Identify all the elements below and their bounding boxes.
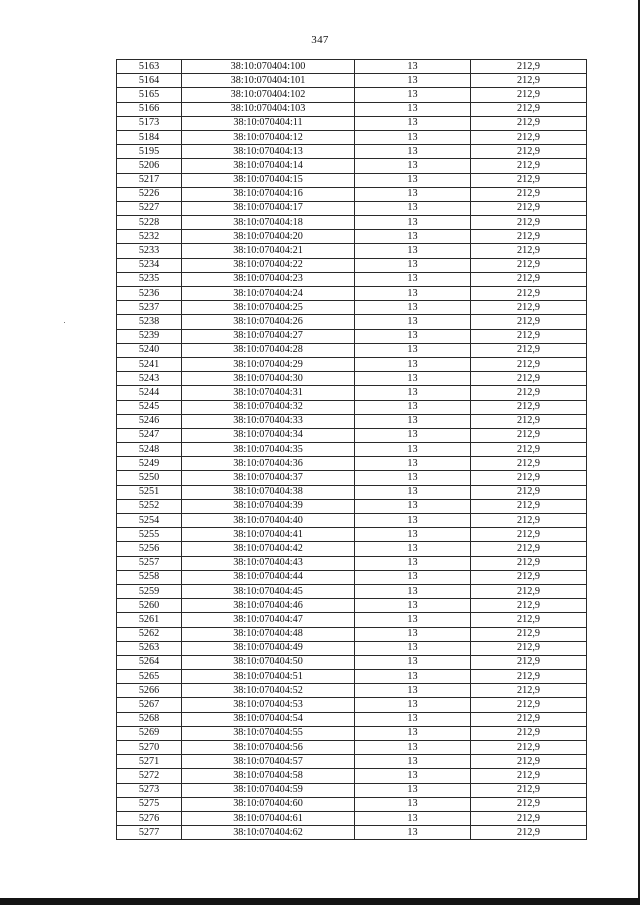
area-cell: 212,9 — [471, 783, 587, 797]
area-cell: 212,9 — [471, 216, 587, 230]
area-cell: 212,9 — [471, 457, 587, 471]
table-row — [117, 357, 587, 371]
quantity-cell: 13 — [355, 514, 471, 528]
table-row — [117, 60, 587, 74]
table-row — [117, 811, 587, 825]
table-row — [117, 599, 587, 613]
quantity-cell: 13 — [355, 712, 471, 726]
cadastral-number-cell: 38:10:070404:60 — [182, 797, 355, 811]
cadastral-number-cell: 38:10:070404:59 — [182, 783, 355, 797]
row-number-cell: 5240 — [117, 343, 182, 357]
cadastral-number-cell: 38:10:070404:101 — [182, 74, 355, 88]
quantity-cell: 13 — [355, 797, 471, 811]
row-number-cell: 5206 — [117, 159, 182, 173]
cadastral-number-cell: 38:10:070404:30 — [182, 372, 355, 386]
cadastral-number-cell: 38:10:070404:20 — [182, 230, 355, 244]
table-row — [117, 428, 587, 442]
cadastral-number-cell: 38:10:070404:46 — [182, 599, 355, 613]
quantity-cell: 13 — [355, 584, 471, 598]
area-cell: 212,9 — [471, 670, 587, 684]
quantity-cell: 13 — [355, 130, 471, 144]
cadastral-number-cell: 38:10:070404:45 — [182, 584, 355, 598]
quantity-cell: 13 — [355, 386, 471, 400]
cadastral-number-cell: 38:10:070404:48 — [182, 627, 355, 641]
cadastral-number-cell: 38:10:070404:40 — [182, 514, 355, 528]
row-number-cell: 5277 — [117, 826, 182, 840]
table-row — [117, 443, 587, 457]
table-row — [117, 769, 587, 783]
table-row — [117, 712, 587, 726]
table-row — [117, 88, 587, 102]
quantity-cell: 13 — [355, 230, 471, 244]
quantity-cell: 13 — [355, 457, 471, 471]
area-cell: 212,9 — [471, 599, 587, 613]
cadastral-number-cell: 38:10:070404:15 — [182, 173, 355, 187]
area-cell: 212,9 — [471, 741, 587, 755]
area-cell: 212,9 — [471, 301, 587, 315]
cadastral-number-cell: 38:10:070404:21 — [182, 244, 355, 258]
row-number-cell: 5261 — [117, 613, 182, 627]
row-number-cell: 5227 — [117, 201, 182, 215]
cadastral-number-cell: 38:10:070404:37 — [182, 471, 355, 485]
area-cell: 212,9 — [471, 400, 587, 414]
table-row — [117, 173, 587, 187]
table-row — [117, 684, 587, 698]
table-row — [117, 457, 587, 471]
area-cell: 212,9 — [471, 514, 587, 528]
quantity-cell: 13 — [355, 485, 471, 499]
row-number-cell: 5247 — [117, 428, 182, 442]
quantity-cell: 13 — [355, 60, 471, 74]
quantity-cell: 13 — [355, 599, 471, 613]
quantity-cell: 13 — [355, 443, 471, 457]
cadastral-number-cell: 38:10:070404:38 — [182, 485, 355, 499]
quantity-cell: 13 — [355, 329, 471, 343]
quantity-cell: 13 — [355, 414, 471, 428]
area-cell: 212,9 — [471, 102, 587, 116]
table-row — [117, 386, 587, 400]
table-row — [117, 556, 587, 570]
table-row — [117, 315, 587, 329]
quantity-cell: 13 — [355, 357, 471, 371]
row-number-cell: 5165 — [117, 88, 182, 102]
area-cell: 212,9 — [471, 712, 587, 726]
row-number-cell: 5239 — [117, 329, 182, 343]
area-cell: 212,9 — [471, 698, 587, 712]
area-cell: 212,9 — [471, 499, 587, 513]
row-number-cell: 5269 — [117, 726, 182, 740]
area-cell: 212,9 — [471, 60, 587, 74]
row-number-cell: 5233 — [117, 244, 182, 258]
row-number-cell: 5258 — [117, 570, 182, 584]
table-row — [117, 258, 587, 272]
quantity-cell: 13 — [355, 88, 471, 102]
cadastral-number-cell: 38:10:070404:24 — [182, 287, 355, 301]
quantity-cell: 13 — [355, 315, 471, 329]
area-cell: 212,9 — [471, 315, 587, 329]
row-number-cell: 5276 — [117, 811, 182, 825]
row-number-cell: 5254 — [117, 514, 182, 528]
table-row — [117, 627, 587, 641]
cadastral-number-cell: 38:10:070404:29 — [182, 357, 355, 371]
cadastral-number-cell: 38:10:070404:12 — [182, 130, 355, 144]
row-number-cell: 5184 — [117, 130, 182, 144]
area-cell: 212,9 — [471, 627, 587, 641]
table-row — [117, 287, 587, 301]
cadastral-number-cell: 38:10:070404:26 — [182, 315, 355, 329]
table-row — [117, 201, 587, 215]
cadastral-number-cell: 38:10:070404:35 — [182, 443, 355, 457]
quantity-cell: 13 — [355, 570, 471, 584]
area-cell: 212,9 — [471, 287, 587, 301]
row-number-cell: 5243 — [117, 372, 182, 386]
row-number-cell: 5217 — [117, 173, 182, 187]
area-cell: 212,9 — [471, 329, 587, 343]
cadastral-number-cell: 38:10:070404:51 — [182, 670, 355, 684]
row-number-cell: 5195 — [117, 145, 182, 159]
area-cell: 212,9 — [471, 726, 587, 740]
row-number-cell: 5245 — [117, 400, 182, 414]
area-cell: 212,9 — [471, 655, 587, 669]
table-row — [117, 499, 587, 513]
area-cell: 212,9 — [471, 684, 587, 698]
cadastral-number-cell: 38:10:070404:23 — [182, 272, 355, 286]
table-row — [117, 74, 587, 88]
row-number-cell: 5226 — [117, 187, 182, 201]
area-cell: 212,9 — [471, 159, 587, 173]
row-number-cell: 5271 — [117, 755, 182, 769]
row-number-cell: 5268 — [117, 712, 182, 726]
quantity-cell: 13 — [355, 655, 471, 669]
table-row — [117, 230, 587, 244]
area-cell: 212,9 — [471, 485, 587, 499]
quantity-cell: 13 — [355, 187, 471, 201]
area-cell: 212,9 — [471, 145, 587, 159]
row-number-cell: 5238 — [117, 315, 182, 329]
table-row — [117, 485, 587, 499]
cadastral-number-cell: 38:10:070404:103 — [182, 102, 355, 116]
row-number-cell: 5275 — [117, 797, 182, 811]
quantity-cell: 13 — [355, 726, 471, 740]
row-number-cell: 5248 — [117, 443, 182, 457]
row-number-cell: 5255 — [117, 528, 182, 542]
scan-speck — [64, 322, 65, 323]
quantity-cell: 13 — [355, 74, 471, 88]
table-row — [117, 613, 587, 627]
row-number-cell: 5257 — [117, 556, 182, 570]
area-cell: 212,9 — [471, 542, 587, 556]
cadastral-number-cell: 38:10:070404:34 — [182, 428, 355, 442]
cadastral-number-cell: 38:10:070404:36 — [182, 457, 355, 471]
row-number-cell: 5237 — [117, 301, 182, 315]
quantity-cell: 13 — [355, 159, 471, 173]
area-cell: 212,9 — [471, 826, 587, 840]
page-number: 347 — [311, 34, 329, 46]
table-row — [117, 414, 587, 428]
table-row — [117, 528, 587, 542]
row-number-cell: 5232 — [117, 230, 182, 244]
row-number-cell: 5249 — [117, 457, 182, 471]
cadastral-number-cell: 38:10:070404:28 — [182, 343, 355, 357]
cadastral-number-cell: 38:10:070404:54 — [182, 712, 355, 726]
table-row — [117, 329, 587, 343]
table-row — [117, 343, 587, 357]
row-number-cell: 5163 — [117, 60, 182, 74]
quantity-cell: 13 — [355, 741, 471, 755]
row-number-cell: 5264 — [117, 655, 182, 669]
cadastral-number-cell: 38:10:070404:47 — [182, 613, 355, 627]
cadastral-number-cell: 38:10:070404:62 — [182, 826, 355, 840]
row-number-cell: 5252 — [117, 499, 182, 513]
area-cell: 212,9 — [471, 386, 587, 400]
table-row — [117, 400, 587, 414]
row-number-cell: 5235 — [117, 272, 182, 286]
area-cell: 212,9 — [471, 528, 587, 542]
cadastral-number-cell: 38:10:070404:52 — [182, 684, 355, 698]
area-cell: 212,9 — [471, 258, 587, 272]
row-number-cell: 5244 — [117, 386, 182, 400]
table-row — [117, 244, 587, 258]
row-number-cell: 5251 — [117, 485, 182, 499]
table-row — [117, 726, 587, 740]
table-row — [117, 826, 587, 840]
table-row — [117, 187, 587, 201]
cadastral-number-cell: 38:10:070404:14 — [182, 159, 355, 173]
row-number-cell: 5259 — [117, 584, 182, 598]
quantity-cell: 13 — [355, 216, 471, 230]
table-row — [117, 655, 587, 669]
row-number-cell: 5164 — [117, 74, 182, 88]
quantity-cell: 13 — [355, 400, 471, 414]
table-row — [117, 301, 587, 315]
quantity-cell: 13 — [355, 613, 471, 627]
quantity-cell: 13 — [355, 272, 471, 286]
quantity-cell: 13 — [355, 201, 471, 215]
row-number-cell: 5273 — [117, 783, 182, 797]
quantity-cell: 13 — [355, 556, 471, 570]
table-row — [117, 372, 587, 386]
quantity-cell: 13 — [355, 670, 471, 684]
cadastral-number-cell: 38:10:070404:44 — [182, 570, 355, 584]
table-row — [117, 130, 587, 144]
area-cell: 212,9 — [471, 641, 587, 655]
cadastral-number-cell: 38:10:070404:100 — [182, 60, 355, 74]
area-cell: 212,9 — [471, 428, 587, 442]
table-row — [117, 102, 587, 116]
quantity-cell: 13 — [355, 343, 471, 357]
area-cell: 212,9 — [471, 584, 587, 598]
area-cell: 212,9 — [471, 556, 587, 570]
row-number-cell: 5250 — [117, 471, 182, 485]
cadastral-number-cell: 38:10:070404:22 — [182, 258, 355, 272]
area-cell: 212,9 — [471, 88, 587, 102]
quantity-cell: 13 — [355, 471, 471, 485]
cadastral-number-cell: 38:10:070404:33 — [182, 414, 355, 428]
row-number-cell: 5266 — [117, 684, 182, 698]
cadastral-number-cell: 38:10:070404:41 — [182, 528, 355, 542]
quantity-cell: 13 — [355, 428, 471, 442]
quantity-cell: 13 — [355, 698, 471, 712]
row-number-cell: 5236 — [117, 287, 182, 301]
row-number-cell: 5260 — [117, 599, 182, 613]
cadastral-number-cell: 38:10:070404:27 — [182, 329, 355, 343]
row-number-cell: 5267 — [117, 698, 182, 712]
cadastral-number-cell: 38:10:070404:43 — [182, 556, 355, 570]
registry-table — [116, 59, 587, 840]
area-cell: 212,9 — [471, 230, 587, 244]
cadastral-number-cell: 38:10:070404:39 — [182, 499, 355, 513]
area-cell: 212,9 — [471, 613, 587, 627]
cadastral-number-cell: 38:10:070404:50 — [182, 655, 355, 669]
table-row — [117, 471, 587, 485]
cadastral-number-cell: 38:10:070404:16 — [182, 187, 355, 201]
registry-table-body — [117, 60, 587, 840]
table-row — [117, 783, 587, 797]
cadastral-number-cell: 38:10:070404:61 — [182, 811, 355, 825]
quantity-cell: 13 — [355, 528, 471, 542]
table-row — [117, 116, 587, 130]
area-cell: 212,9 — [471, 343, 587, 357]
area-cell: 212,9 — [471, 414, 587, 428]
area-cell: 212,9 — [471, 74, 587, 88]
area-cell: 212,9 — [471, 755, 587, 769]
quantity-cell: 13 — [355, 811, 471, 825]
table-row — [117, 145, 587, 159]
area-cell: 212,9 — [471, 769, 587, 783]
quantity-cell: 13 — [355, 755, 471, 769]
quantity-cell: 13 — [355, 684, 471, 698]
table-row — [117, 797, 587, 811]
cadastral-number-cell: 38:10:070404:13 — [182, 145, 355, 159]
cadastral-number-cell: 38:10:070404:58 — [182, 769, 355, 783]
area-cell: 212,9 — [471, 130, 587, 144]
quantity-cell: 13 — [355, 258, 471, 272]
table-row — [117, 159, 587, 173]
table-row — [117, 670, 587, 684]
row-number-cell: 5173 — [117, 116, 182, 130]
area-cell: 212,9 — [471, 570, 587, 584]
quantity-cell: 13 — [355, 244, 471, 258]
quantity-cell: 13 — [355, 372, 471, 386]
quantity-cell: 13 — [355, 769, 471, 783]
quantity-cell: 13 — [355, 287, 471, 301]
cadastral-number-cell: 38:10:070404:25 — [182, 301, 355, 315]
area-cell: 212,9 — [471, 811, 587, 825]
quantity-cell: 13 — [355, 499, 471, 513]
area-cell: 212,9 — [471, 201, 587, 215]
area-cell: 212,9 — [471, 443, 587, 457]
quantity-cell: 13 — [355, 783, 471, 797]
cadastral-number-cell: 38:10:070404:55 — [182, 726, 355, 740]
cadastral-number-cell: 38:10:070404:31 — [182, 386, 355, 400]
area-cell: 212,9 — [471, 372, 587, 386]
cadastral-number-cell: 38:10:070404:102 — [182, 88, 355, 102]
row-number-cell: 5246 — [117, 414, 182, 428]
row-number-cell: 5265 — [117, 670, 182, 684]
row-number-cell: 5228 — [117, 216, 182, 230]
row-number-cell: 5262 — [117, 627, 182, 641]
area-cell: 212,9 — [471, 244, 587, 258]
quantity-cell: 13 — [355, 173, 471, 187]
cadastral-number-cell: 38:10:070404:32 — [182, 400, 355, 414]
row-number-cell: 5241 — [117, 357, 182, 371]
cadastral-number-cell: 38:10:070404:53 — [182, 698, 355, 712]
area-cell: 212,9 — [471, 471, 587, 485]
cadastral-number-cell: 38:10:070404:56 — [182, 741, 355, 755]
quantity-cell: 13 — [355, 826, 471, 840]
cadastral-number-cell: 38:10:070404:18 — [182, 216, 355, 230]
row-number-cell: 5166 — [117, 102, 182, 116]
quantity-cell: 13 — [355, 542, 471, 556]
area-cell: 212,9 — [471, 357, 587, 371]
quantity-cell: 13 — [355, 641, 471, 655]
table-row — [117, 741, 587, 755]
scan-edge-bottom — [0, 898, 640, 905]
cadastral-number-cell: 38:10:070404:49 — [182, 641, 355, 655]
table-row — [117, 755, 587, 769]
table-row — [117, 542, 587, 556]
row-number-cell: 5234 — [117, 258, 182, 272]
quantity-cell: 13 — [355, 627, 471, 641]
cadastral-number-cell: 38:10:070404:42 — [182, 542, 355, 556]
row-number-cell: 5272 — [117, 769, 182, 783]
quantity-cell: 13 — [355, 145, 471, 159]
cadastral-number-cell: 38:10:070404:11 — [182, 116, 355, 130]
table-row — [117, 216, 587, 230]
quantity-cell: 13 — [355, 301, 471, 315]
area-cell: 212,9 — [471, 797, 587, 811]
table-row — [117, 584, 587, 598]
area-cell: 212,9 — [471, 272, 587, 286]
quantity-cell: 13 — [355, 102, 471, 116]
cadastral-number-cell: 38:10:070404:17 — [182, 201, 355, 215]
table-row — [117, 570, 587, 584]
area-cell: 212,9 — [471, 187, 587, 201]
quantity-cell: 13 — [355, 116, 471, 130]
table-row — [117, 641, 587, 655]
table-row — [117, 272, 587, 286]
cadastral-number-cell: 38:10:070404:57 — [182, 755, 355, 769]
row-number-cell: 5263 — [117, 641, 182, 655]
row-number-cell: 5256 — [117, 542, 182, 556]
table-row — [117, 514, 587, 528]
area-cell: 212,9 — [471, 116, 587, 130]
table-row — [117, 698, 587, 712]
row-number-cell: 5270 — [117, 741, 182, 755]
area-cell: 212,9 — [471, 173, 587, 187]
